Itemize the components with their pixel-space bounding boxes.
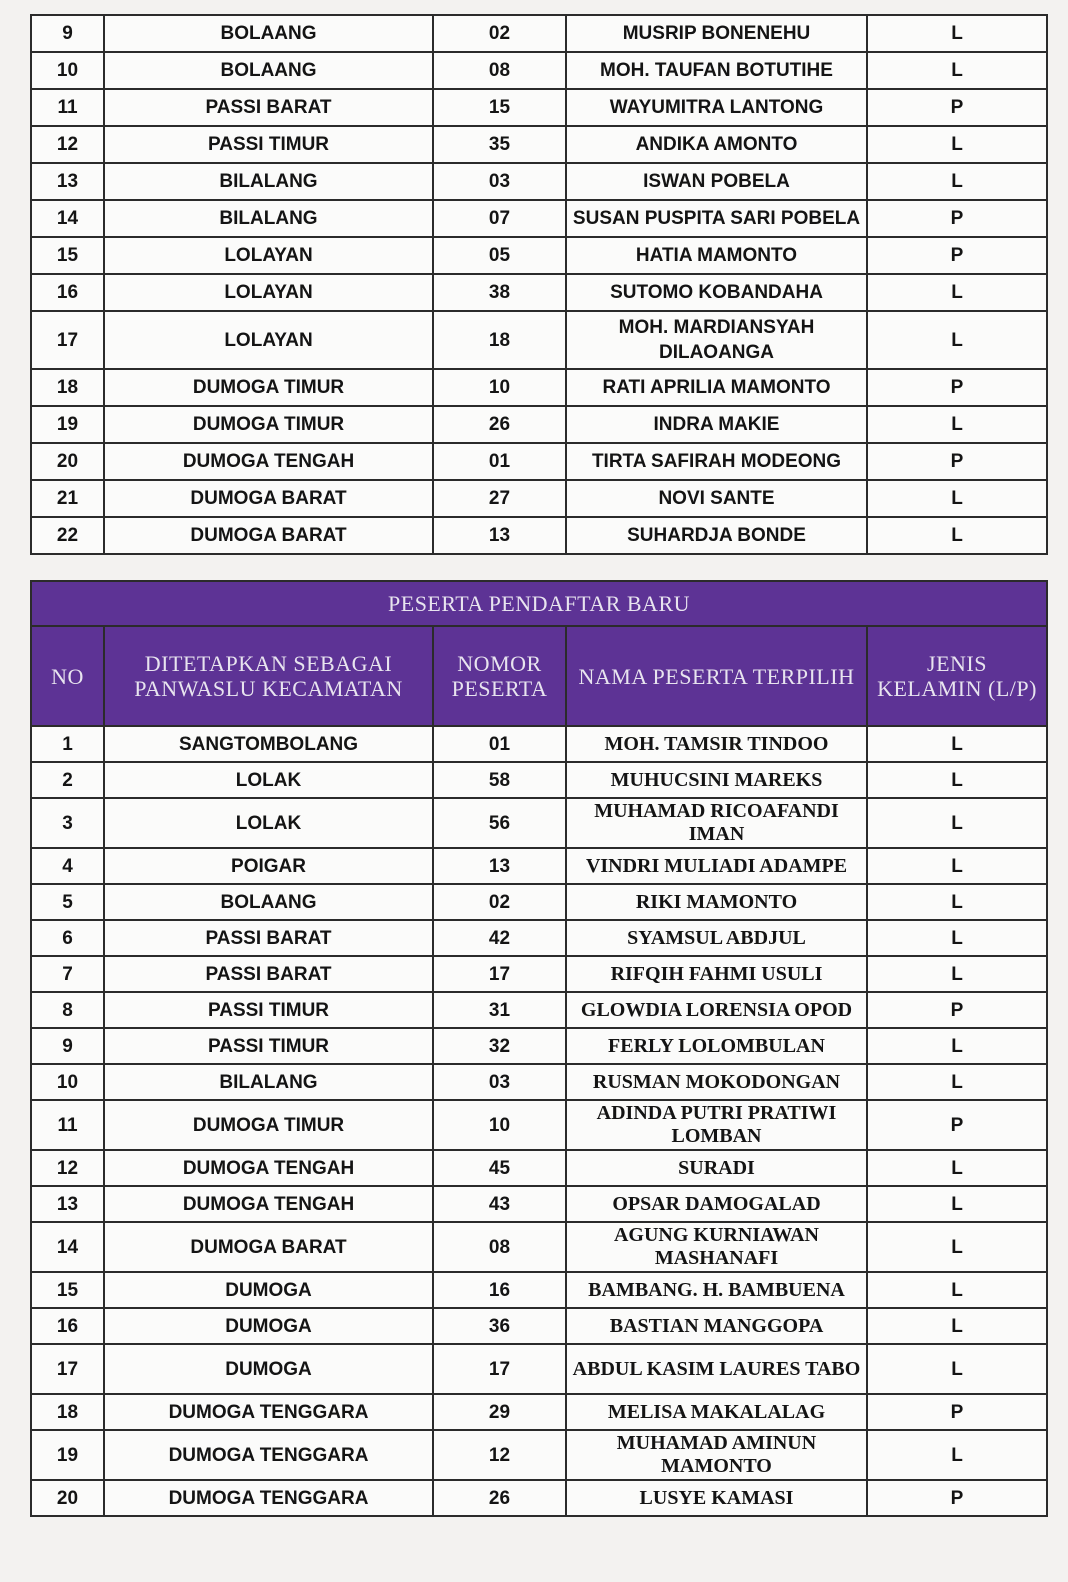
cell-kecamatan: DUMOGA bbox=[104, 1308, 433, 1344]
cell-nomor-peserta: 35 bbox=[433, 126, 566, 163]
cell-nomor-peserta: 42 bbox=[433, 920, 566, 956]
cell-nomor-peserta: 31 bbox=[433, 992, 566, 1028]
cell-jenis-kelamin: P bbox=[867, 443, 1047, 480]
cell-jenis-kelamin: L bbox=[867, 798, 1047, 848]
cell-nama-peserta: LUSYE KAMASI bbox=[566, 1480, 867, 1516]
cell-nama-peserta: BAMBANG. H. BAMBUENA bbox=[566, 1272, 867, 1308]
cell-jenis-kelamin: L bbox=[867, 1308, 1047, 1344]
cell-no: 11 bbox=[31, 1100, 104, 1150]
table-row bbox=[31, 956, 1047, 992]
cell-nomor-peserta: 58 bbox=[433, 762, 566, 798]
cell-nama-peserta: RIKI MAMONTO bbox=[566, 884, 867, 920]
table-row bbox=[31, 1100, 1047, 1150]
table-row bbox=[31, 726, 1047, 762]
cell-no: 17 bbox=[31, 1344, 104, 1394]
cell-kecamatan: DUMOGA TIMUR bbox=[104, 1100, 433, 1150]
cell-nama-peserta: INDRA MAKIE bbox=[566, 406, 867, 443]
cell-nomor-peserta: 13 bbox=[433, 517, 566, 554]
table-row bbox=[31, 163, 1047, 200]
cell-nama-peserta: ANDIKA AMONTO bbox=[566, 126, 867, 163]
cell-nama-peserta: MOH. MARDIANSYAH DILAOANGA bbox=[566, 311, 867, 369]
cell-no: 18 bbox=[31, 369, 104, 406]
cell-no: 9 bbox=[31, 1028, 104, 1064]
cell-nomor-peserta: 27 bbox=[433, 480, 566, 517]
cell-kecamatan: PASSI BARAT bbox=[104, 89, 433, 126]
col-header-nama-peserta: NAMA PESERTA TERPILIH bbox=[566, 626, 867, 726]
cell-nomor-peserta: 18 bbox=[433, 311, 566, 369]
table-caption: PESERTA PENDAFTAR BARU bbox=[31, 581, 1047, 626]
cell-nomor-peserta: 02 bbox=[433, 15, 566, 52]
cell-no: 6 bbox=[31, 920, 104, 956]
cell-nama-peserta: ADINDA PUTRI PRATIWI LOMBAN bbox=[566, 1100, 867, 1150]
cell-nomor-peserta: 17 bbox=[433, 1344, 566, 1394]
cell-jenis-kelamin: L bbox=[867, 480, 1047, 517]
cell-no: 14 bbox=[31, 1222, 104, 1272]
cell-jenis-kelamin: P bbox=[867, 237, 1047, 274]
cell-kecamatan: DUMOGA TENGGARA bbox=[104, 1394, 433, 1430]
table-row bbox=[31, 274, 1047, 311]
table-row bbox=[31, 311, 1047, 369]
cell-nama-peserta: MOH. TAUFAN BOTUTIHE bbox=[566, 52, 867, 89]
cell-nama-peserta: OPSAR DAMOGALAD bbox=[566, 1186, 867, 1222]
table-row bbox=[31, 89, 1047, 126]
table-row bbox=[31, 200, 1047, 237]
cell-jenis-kelamin: P bbox=[867, 992, 1047, 1028]
cell-no: 13 bbox=[31, 1186, 104, 1222]
cell-no: 19 bbox=[31, 406, 104, 443]
cell-nomor-peserta: 08 bbox=[433, 1222, 566, 1272]
cell-no: 14 bbox=[31, 200, 104, 237]
cell-no: 17 bbox=[31, 311, 104, 369]
cell-nama-peserta: SUTOMO KOBANDAHA bbox=[566, 274, 867, 311]
cell-no: 15 bbox=[31, 237, 104, 274]
cell-jenis-kelamin: L bbox=[867, 726, 1047, 762]
cell-jenis-kelamin: L bbox=[867, 52, 1047, 89]
cell-nama-peserta: HATIA MAMONTO bbox=[566, 237, 867, 274]
table-row bbox=[31, 884, 1047, 920]
col-header-nomor-peserta: NOMOR PESERTA bbox=[433, 626, 566, 726]
cell-nama-peserta: MUSRIP BONENEHU bbox=[566, 15, 867, 52]
cell-nomor-peserta: 43 bbox=[433, 1186, 566, 1222]
cell-nomor-peserta: 01 bbox=[433, 443, 566, 480]
cell-kecamatan: DUMOGA BARAT bbox=[104, 1222, 433, 1272]
cell-nama-peserta: BASTIAN MANGGOPA bbox=[566, 1308, 867, 1344]
cell-nomor-peserta: 26 bbox=[433, 1480, 566, 1516]
table-row bbox=[31, 848, 1047, 884]
cell-jenis-kelamin: L bbox=[867, 920, 1047, 956]
cell-no: 10 bbox=[31, 52, 104, 89]
cell-jenis-kelamin: P bbox=[867, 1100, 1047, 1150]
table-row bbox=[31, 1028, 1047, 1064]
cell-nama-peserta: MOH. TAMSIR TINDOO bbox=[566, 726, 867, 762]
cell-kecamatan: DUMOGA TENGAH bbox=[104, 1186, 433, 1222]
table-row bbox=[31, 237, 1047, 274]
new-registrants-table-body bbox=[31, 726, 1047, 1516]
cell-nama-peserta: MUHAMAD RICOAFANDI IMAN bbox=[566, 798, 867, 848]
cell-no: 13 bbox=[31, 163, 104, 200]
cell-nama-peserta: ABDUL KASIM LAURES TABO bbox=[566, 1344, 867, 1394]
cell-kecamatan: DUMOGA TENGAH bbox=[104, 1150, 433, 1186]
cell-kecamatan: BILALANG bbox=[104, 1064, 433, 1100]
cell-kecamatan: BOLAANG bbox=[104, 15, 433, 52]
cell-nama-peserta: VINDRI MULIADI ADAMPE bbox=[566, 848, 867, 884]
cell-nama-peserta: SUSAN PUSPITA SARI POBELA bbox=[566, 200, 867, 237]
cell-jenis-kelamin: L bbox=[867, 848, 1047, 884]
cell-nama-peserta: MELISA MAKALALAG bbox=[566, 1394, 867, 1430]
cell-no: 15 bbox=[31, 1272, 104, 1308]
table-row bbox=[31, 1222, 1047, 1272]
cell-jenis-kelamin: L bbox=[867, 1150, 1047, 1186]
cell-nama-peserta: AGUNG KURNIAWAN MASHANAFI bbox=[566, 1222, 867, 1272]
cell-jenis-kelamin: L bbox=[867, 517, 1047, 554]
cell-kecamatan: LOLAYAN bbox=[104, 274, 433, 311]
cell-jenis-kelamin: L bbox=[867, 1272, 1047, 1308]
cell-kecamatan: LOLAYAN bbox=[104, 311, 433, 369]
cell-nama-peserta: TIRTA SAFIRAH MODEONG bbox=[566, 443, 867, 480]
col-header-no: NO bbox=[31, 626, 104, 726]
cell-no: 21 bbox=[31, 480, 104, 517]
cell-nomor-peserta: 03 bbox=[433, 1064, 566, 1100]
cell-nama-peserta: SUHARDJA BONDE bbox=[566, 517, 867, 554]
cell-no: 18 bbox=[31, 1394, 104, 1430]
cell-kecamatan: DUMOGA BARAT bbox=[104, 517, 433, 554]
cell-kecamatan: PASSI BARAT bbox=[104, 956, 433, 992]
table-row bbox=[31, 443, 1047, 480]
cell-nomor-peserta: 05 bbox=[433, 237, 566, 274]
participants-table-continued bbox=[30, 14, 1048, 555]
table-row bbox=[31, 480, 1047, 517]
cell-jenis-kelamin: L bbox=[867, 15, 1047, 52]
cell-jenis-kelamin: L bbox=[867, 762, 1047, 798]
table-row bbox=[31, 1186, 1047, 1222]
cell-nama-peserta: NOVI SANTE bbox=[566, 480, 867, 517]
cell-no: 11 bbox=[31, 89, 104, 126]
cell-no: 10 bbox=[31, 1064, 104, 1100]
table-row bbox=[31, 1394, 1047, 1430]
cell-kecamatan: DUMOGA bbox=[104, 1272, 433, 1308]
cell-kecamatan: DUMOGA bbox=[104, 1344, 433, 1394]
cell-jenis-kelamin: L bbox=[867, 1430, 1047, 1480]
cell-no: 12 bbox=[31, 1150, 104, 1186]
cell-kecamatan: BILALANG bbox=[104, 200, 433, 237]
cell-nomor-peserta: 15 bbox=[433, 89, 566, 126]
table-row bbox=[31, 1430, 1047, 1480]
cell-kecamatan: DUMOGA TIMUR bbox=[104, 406, 433, 443]
cell-jenis-kelamin: L bbox=[867, 126, 1047, 163]
cell-jenis-kelamin: L bbox=[867, 311, 1047, 369]
cell-kecamatan: PASSI BARAT bbox=[104, 920, 433, 956]
cell-nomor-peserta: 03 bbox=[433, 163, 566, 200]
cell-nama-peserta: ISWAN POBELA bbox=[566, 163, 867, 200]
cell-nama-peserta: MUHAMAD AMINUN MAMONTO bbox=[566, 1430, 867, 1480]
cell-nomor-peserta: 13 bbox=[433, 848, 566, 884]
table-row bbox=[31, 126, 1047, 163]
cell-kecamatan: BOLAANG bbox=[104, 52, 433, 89]
cell-kecamatan: PASSI TIMUR bbox=[104, 992, 433, 1028]
cell-jenis-kelamin: L bbox=[867, 956, 1047, 992]
cell-nomor-peserta: 32 bbox=[433, 1028, 566, 1064]
cell-jenis-kelamin: L bbox=[867, 1186, 1047, 1222]
cell-no: 19 bbox=[31, 1430, 104, 1480]
cell-kecamatan: DUMOGA TENGAH bbox=[104, 443, 433, 480]
cell-nama-peserta: SURADI bbox=[566, 1150, 867, 1186]
new-registrants-table bbox=[30, 580, 1048, 1517]
cell-nomor-peserta: 10 bbox=[433, 1100, 566, 1150]
cell-jenis-kelamin: L bbox=[867, 163, 1047, 200]
cell-jenis-kelamin: L bbox=[867, 1028, 1047, 1064]
table-row bbox=[31, 1064, 1047, 1100]
table-row bbox=[31, 15, 1047, 52]
cell-jenis-kelamin: L bbox=[867, 1064, 1047, 1100]
table-row bbox=[31, 52, 1047, 89]
cell-nomor-peserta: 12 bbox=[433, 1430, 566, 1480]
cell-kecamatan: PASSI TIMUR bbox=[104, 1028, 433, 1064]
cell-nomor-peserta: 07 bbox=[433, 200, 566, 237]
cell-nama-peserta: FERLY LOLOMBULAN bbox=[566, 1028, 867, 1064]
table-row bbox=[31, 1308, 1047, 1344]
table-row bbox=[31, 762, 1047, 798]
participants-table-body bbox=[31, 15, 1047, 554]
table-row bbox=[31, 798, 1047, 848]
cell-no: 1 bbox=[31, 726, 104, 762]
table-row bbox=[31, 1344, 1047, 1394]
cell-no: 2 bbox=[31, 762, 104, 798]
cell-nomor-peserta: 56 bbox=[433, 798, 566, 848]
cell-kecamatan: LOLAK bbox=[104, 762, 433, 798]
cell-nomor-peserta: 36 bbox=[433, 1308, 566, 1344]
cell-no: 22 bbox=[31, 517, 104, 554]
cell-nama-peserta: RIFQIH FAHMI USULI bbox=[566, 956, 867, 992]
cell-nomor-peserta: 01 bbox=[433, 726, 566, 762]
cell-no: 20 bbox=[31, 443, 104, 480]
cell-kecamatan: PASSI TIMUR bbox=[104, 126, 433, 163]
col-header-kecamatan: DITETAPKAN SEBAGAI PANWASLU KECAMATAN bbox=[104, 626, 433, 726]
cell-kecamatan: BOLAANG bbox=[104, 884, 433, 920]
cell-no: 16 bbox=[31, 274, 104, 311]
cell-nomor-peserta: 02 bbox=[433, 884, 566, 920]
cell-no: 16 bbox=[31, 1308, 104, 1344]
cell-kecamatan: DUMOGA BARAT bbox=[104, 480, 433, 517]
cell-kecamatan: LOLAYAN bbox=[104, 237, 433, 274]
cell-no: 8 bbox=[31, 992, 104, 1028]
table-row bbox=[31, 1272, 1047, 1308]
cell-jenis-kelamin: L bbox=[867, 274, 1047, 311]
cell-nomor-peserta: 08 bbox=[433, 52, 566, 89]
cell-jenis-kelamin: P bbox=[867, 1480, 1047, 1516]
cell-nama-peserta: MUHUCSINI MAREKS bbox=[566, 762, 867, 798]
cell-nama-peserta: GLOWDIA LORENSIA OPOD bbox=[566, 992, 867, 1028]
cell-kecamatan: BILALANG bbox=[104, 163, 433, 200]
cell-jenis-kelamin: P bbox=[867, 1394, 1047, 1430]
table-row bbox=[31, 1150, 1047, 1186]
cell-nama-peserta: RUSMAN MOKODONGAN bbox=[566, 1064, 867, 1100]
cell-kecamatan: DUMOGA TIMUR bbox=[104, 369, 433, 406]
table-row bbox=[31, 406, 1047, 443]
cell-nomor-peserta: 38 bbox=[433, 274, 566, 311]
cell-nomor-peserta: 29 bbox=[433, 1394, 566, 1430]
table-row bbox=[31, 992, 1047, 1028]
table-row bbox=[31, 369, 1047, 406]
table-row bbox=[31, 1480, 1047, 1516]
cell-nomor-peserta: 17 bbox=[433, 956, 566, 992]
cell-no: 20 bbox=[31, 1480, 104, 1516]
cell-jenis-kelamin: L bbox=[867, 884, 1047, 920]
cell-nomor-peserta: 10 bbox=[433, 369, 566, 406]
cell-nama-peserta: SYAMSUL ABDJUL bbox=[566, 920, 867, 956]
cell-jenis-kelamin: P bbox=[867, 369, 1047, 406]
table-row bbox=[31, 920, 1047, 956]
cell-nomor-peserta: 16 bbox=[433, 1272, 566, 1308]
cell-no: 12 bbox=[31, 126, 104, 163]
cell-kecamatan: SANGTOMBOLANG bbox=[104, 726, 433, 762]
cell-jenis-kelamin: P bbox=[867, 89, 1047, 126]
cell-no: 7 bbox=[31, 956, 104, 992]
cell-nama-peserta: WAYUMITRA LANTONG bbox=[566, 89, 867, 126]
cell-jenis-kelamin: L bbox=[867, 1222, 1047, 1272]
cell-jenis-kelamin: L bbox=[867, 1344, 1047, 1394]
col-header-jenis-kelamin: JENIS KELAMIN (L/P) bbox=[867, 626, 1047, 726]
cell-nomor-peserta: 45 bbox=[433, 1150, 566, 1186]
cell-nama-peserta: RATI APRILIA MAMONTO bbox=[566, 369, 867, 406]
cell-kecamatan: POIGAR bbox=[104, 848, 433, 884]
cell-kecamatan: DUMOGA TENGGARA bbox=[104, 1430, 433, 1480]
cell-jenis-kelamin: L bbox=[867, 406, 1047, 443]
cell-no: 9 bbox=[31, 15, 104, 52]
cell-no: 3 bbox=[31, 798, 104, 848]
cell-no: 4 bbox=[31, 848, 104, 884]
cell-kecamatan: DUMOGA TENGGARA bbox=[104, 1480, 433, 1516]
cell-nomor-peserta: 26 bbox=[433, 406, 566, 443]
table-row bbox=[31, 517, 1047, 554]
cell-jenis-kelamin: P bbox=[867, 200, 1047, 237]
cell-kecamatan: LOLAK bbox=[104, 798, 433, 848]
cell-no: 5 bbox=[31, 884, 104, 920]
